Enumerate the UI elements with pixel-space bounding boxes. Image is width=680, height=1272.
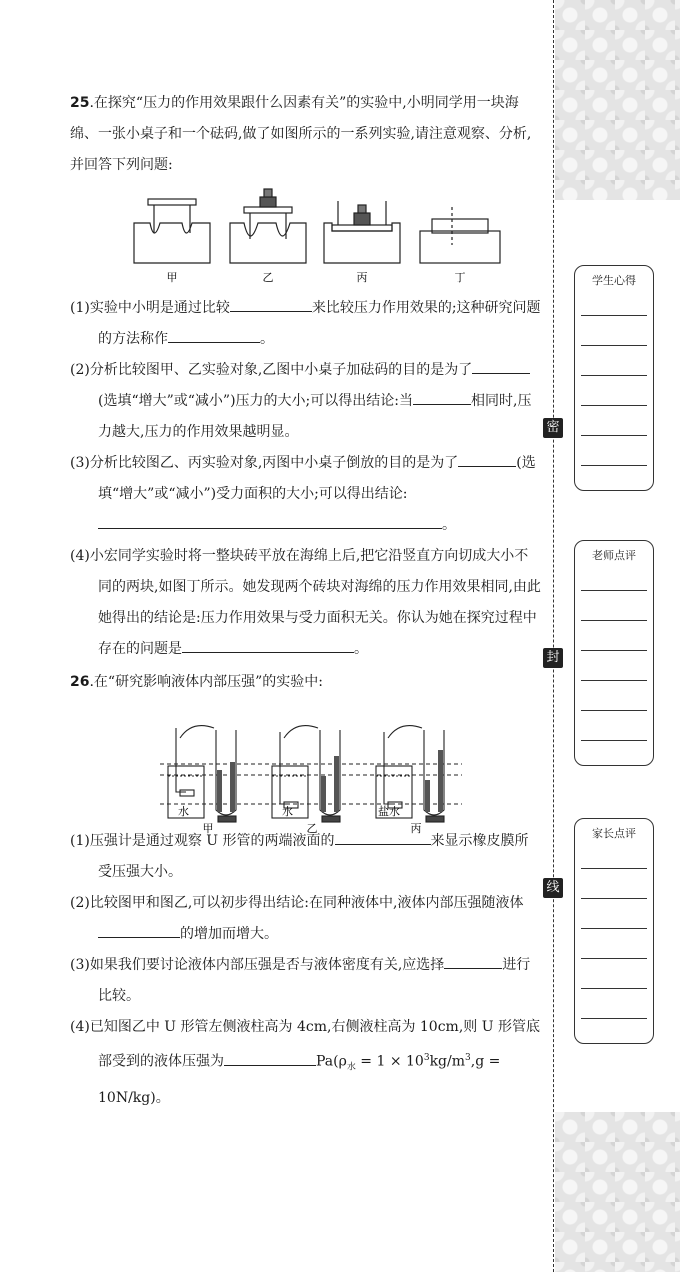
liquid-label-yi: 水: [282, 805, 293, 818]
fig2-label-bing: 丙: [410, 822, 422, 835]
q25-part2: (2)分析比较图甲、乙实验对象,乙图中小桌子加砝码的目的是为了(选填“增大”或“减小”)压力的大小;可以得出结论:当 相同时,压力越大,压力的作用效果越明显。: [70, 355, 542, 448]
sponge-table-jia: [134, 199, 210, 263]
q26-part2: (2)比较图甲和图乙,可以初步得出结论:在同种液体中,液体内部压强随液体的增加而增大。: [70, 895, 524, 942]
q26-blank-3[interactable]: [444, 954, 502, 969]
seal-mi: 密: [543, 418, 563, 438]
q25-blank-1[interactable]: [230, 297, 312, 312]
q26-blank-2[interactable]: [98, 923, 180, 938]
q26-intro: 26.在“研究影响液体内部压强”的实验中:: [70, 674, 323, 690]
seal-feng: 封: [543, 648, 563, 668]
q26-blank-4[interactable]: [224, 1051, 316, 1066]
seal-xian: 线: [543, 878, 563, 898]
parent-comment-box: [574, 818, 654, 1044]
fig1-label-bing: 丙: [356, 271, 368, 284]
liquid-label-jia: 水: [178, 805, 189, 818]
teacher-comment-title: 老师点评: [592, 549, 636, 562]
fig1-label-jia: 甲: [166, 271, 178, 284]
student-notes-title: 学生心得: [592, 274, 636, 287]
decorative-pattern-bottom: [555, 1112, 680, 1272]
binding-line: [553, 0, 554, 1272]
fig1-label-ding: 丁: [454, 271, 466, 284]
q25-part4: (4)小宏同学实验时将一整块砖平放在海绵上后,把它沿竖直方向切成大小不同的两块,如图丁所示。她发现两个砖块对海绵的压力作用效果相同,由此她得出的结论是:压力作用效果与受力面积无关。你认为她在探究过程中存在的问题是 。: [70, 548, 541, 657]
q25-intro: 25.在探究“压力的作用效果跟什么因素有关”的实验中,小明同学用一块海绵、一张小桌子和一个砝码,做了如图所示的一系列实验,请注意观察、分析,并回答下列问题:: [70, 95, 532, 173]
sponge-table-bing: [324, 201, 400, 263]
sponge-table-yi: [230, 189, 306, 263]
fig2-label-jia: 甲: [202, 822, 214, 835]
sponge-brick-ding: [420, 207, 500, 263]
fig2-label-yi: 乙: [306, 822, 318, 835]
parent-comment-title: 家长点评: [592, 827, 636, 840]
q25-part3: (3)分析比较图乙、丙实验对象,丙图中小桌子倒放的目的是为了 (选填“增大”或“减小”)受力面积的大小;可以得出结论:。: [70, 448, 542, 541]
q26-part3: (3)如果我们要讨论液体内部压强是否与液体密度有关,应选择 进行比较。: [70, 950, 542, 1012]
q25-part1: (1)实验中小明是通过比较 来比较压力作用效果的;这种研究问题的方法称作 。: [70, 293, 542, 355]
q25-blank-6[interactable]: [98, 514, 442, 529]
q25-blank-7[interactable]: [182, 638, 354, 653]
q26-part1: (1)压强计是通过观察 U 形管的两端液面的 来显示橡皮膜所受压强大小。: [70, 826, 542, 888]
q25-blank-3[interactable]: [472, 359, 530, 374]
decorative-pattern-top: [555, 0, 680, 200]
q25-figure: [130, 185, 510, 285]
fig1-label-yi: 乙: [262, 271, 274, 284]
liquid-label-bing: 盐水: [378, 805, 400, 818]
q25-blank-5[interactable]: [458, 452, 516, 467]
q26-figure: [152, 718, 470, 840]
teacher-comment-box: [574, 540, 654, 766]
q25-blank-4[interactable]: [413, 390, 471, 405]
q26-part4: (4)已知图乙中 U 形管左侧液柱高为 4cm,右侧液柱高为 10cm,则 U 形管底部受到的液体压强为 $Pa(\rho_水 = 1 \times 10^3kg/m^3,g = 10N/kg)$。: [70, 1019, 540, 1107]
q25-blank-2[interactable]: [168, 328, 260, 343]
student-notes-box: [574, 265, 654, 491]
